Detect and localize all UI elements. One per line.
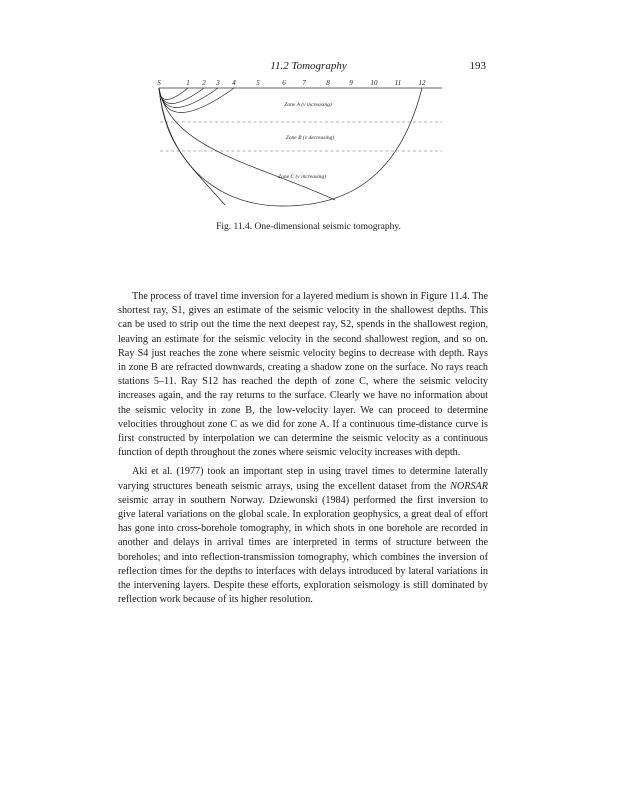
tomography-diagram [150, 75, 450, 220]
page-number: 193 [469, 60, 486, 72]
station-label-3: 3 [216, 79, 220, 87]
station-label-2: 2 [202, 79, 206, 87]
body-text [118, 290, 488, 607]
zone-c-label: Zone C (v increasing) [278, 174, 326, 180]
station-label-6: 6 [282, 79, 286, 87]
ray-s4 [159, 88, 234, 113]
station-label-1: 1 [186, 79, 190, 87]
paragraph-1: The process of travel time inversion for a layered medium is shown in Figure 11.4. The shortest ray, S1, gives an estimate of the seismic velocity in the shallowest depths. This can be used to strip out the time the next deepest ray, S2, spends in the shallowest region, leaving an estimate for the seismic velocity in the second shallowest region, and so on. Ray S4 just reaches the zone where seismic velocity begins to decrease with depth. Rays in zone B are refracted downwards, creating a shadow zone on the surface. No rays reach stations 5–11. Ray S12 has reached the depth of zone C, where the seismic velocity increases again, and the ray returns to the surface. Clearly we have no information about the seismic velocity in zone B, the low-velocity layer. We can proceed to determine velocities throughout zone C as we did for zone A. If a continuous time-distance curve is first constructed by interpolation we can determine the seismic velocity as a continuous function of depth throughout the zones where seismic velocity increases with depth. [118, 291, 488, 459]
station-label-10: 10 [370, 79, 378, 87]
station-label-11: 11 [394, 79, 402, 87]
station-label-12: 12 [418, 79, 426, 87]
paragraph-2-end: seismic array in southern Norway. Dziewonski (1984) performed the first inversion to give lateral variations on the global scale. In exploration geophysics, a great deal of effort has gone into cross-borehole tomography, in which shots in one borehole are recorded in another and delays in arrival times are interpreted in terms of structure between the boreholes; and into reflection-transmission tomography, which combines the inversion of reflection times for the depths to interfaces with delays introduced by lateral variations in the intervening layers. Despite these efforts, exploration seismology is still dominated by reflection work because of its higher resolution. [118, 494, 488, 606]
station-label-7: 7 [302, 79, 306, 87]
station-label-4: 4 [232, 79, 236, 87]
station-label-9: 9 [349, 79, 353, 87]
station-label-s: S [157, 79, 161, 87]
paragraph-2 [118, 465, 488, 607]
station-label-5: 5 [256, 79, 260, 87]
zone-a-label: Zone A (v increasing) [284, 102, 332, 108]
station-label-8: 8 [326, 79, 330, 87]
zone-b-label: Zone B (v decreasing) [285, 135, 335, 141]
figure-caption: Fig. 11.4. One-dimensional seismic tomography. [216, 222, 401, 232]
ray-s1 [159, 88, 188, 100]
norsar-array-name: NORSAR [450, 480, 488, 492]
tomography-figure [150, 75, 450, 220]
running-header-title: 11.2 Tomography [270, 60, 347, 72]
paragraph-2-start: Aki et al. (1977) took an important step in using travel times to determine laterally varying structures beneath seismic arrays, using the excellent dataset from the [118, 466, 488, 492]
